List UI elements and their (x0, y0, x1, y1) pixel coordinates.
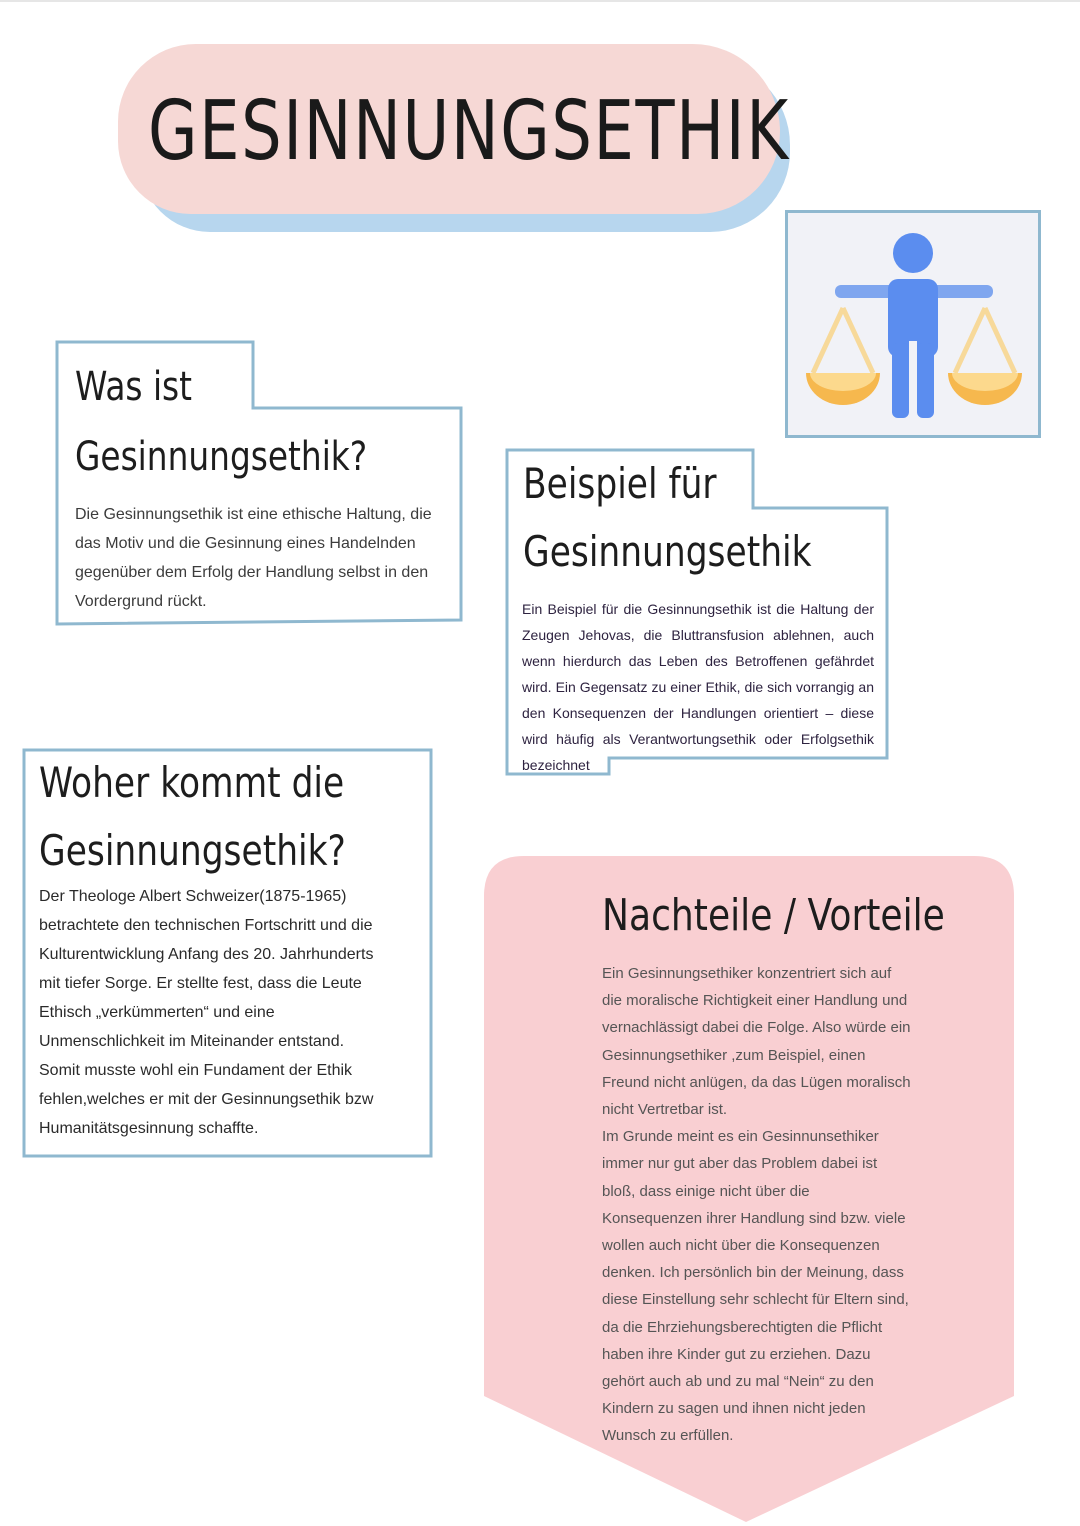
section-body (602, 960, 912, 1450)
section-woher (22, 748, 434, 1160)
justice-scale-person-icon (788, 213, 1038, 435)
section-heading: Was ist (75, 364, 193, 410)
page-top-border (0, 0, 1080, 2)
section-heading: Nachteile / Vorteile (602, 890, 945, 941)
section-body: Die Gesinnungsethik ist eine ethische Haltung, die das Motiv und die Gesinnung eines Handelnden gegenüber dem Erfolg der Handlung selbst in den Vordergrund rückt. (75, 506, 432, 610)
section-heading: Gesinnungsethik? (75, 434, 368, 480)
section-heading: Gesinnungsethik? (39, 826, 346, 875)
section-beispiel (505, 448, 890, 778)
section-nachteile-vorteile (484, 856, 1014, 1524)
paragraph: Ein Gesinnungsethiker konzentriert sich auf die moralische Richtigkeit einer Handlung und vernachlässigt dabei die Folge. Also würde ein Gesinnungsethiker ,zum Beispiel, einen Freund nicht anlügen, da das Lügen moralisch nicht Vertretbar ist. (602, 965, 911, 1119)
section-was-ist (55, 340, 465, 628)
icon-frame (785, 210, 1041, 438)
page-title: GESINNUNGSETHIK (148, 84, 790, 179)
section-body: Der Theologe Albert Schweizer(1875-1965) betrachtete den technischen Fortschritt und die Kulturentwicklung Anfang des 20. Jahrhunderts mit tiefer Sorge. Er stellte fest, dass die Leute Ethisch „verkümmerten“ und eine Unmenschlichkeit im Miteinander entstand. Somit musste wohl ein Fundament der Ethik fehlen,welches er mit der Gesinnungsethik bzw Humanitätsgesinnung schaffte. (39, 888, 374, 1137)
paragraph: Im Grunde meint es ein Gesinnunsethiker immer nur gut aber das Problem dabei ist bloß, dass einige nicht über die Konsequenzen ihrer Handlung sind bzw. viele wollen auch nicht über die Konsequenzen denken. Ich persönlich bin der Meinung, dass diese Einstellung sehr schlecht für Eltern sind, da die Ehrziehungsberechtigten die Pflicht haben ihre Kinder gut zu erziehen. Dazu gehört auch ab und zu mal “Nein“ zu den Kindern zu sagen und ihnen nicht jeden Wunsch zu erfüllen. (602, 1128, 909, 1445)
section-heading: Woher kommt die (39, 758, 345, 807)
section-heading: Gesinnungsethik (523, 527, 812, 576)
section-heading: Beispiel für (523, 459, 717, 508)
section-body: Ein Beispiel für die Gesinnungsethik ist die Haltung der Zeugen Jehovas, die Bluttransfusion ablehnen, auch wenn hierdurch das Leben des Betroffenen gefährdet wird. Ein Gegensatz zu einer Ethik, die sich vorrangig an den Konsequenzen der Handlungen orientiert – diese wird häufig als Verantwortungsethik oder Erfolgsethik bezeichnet (522, 601, 874, 773)
